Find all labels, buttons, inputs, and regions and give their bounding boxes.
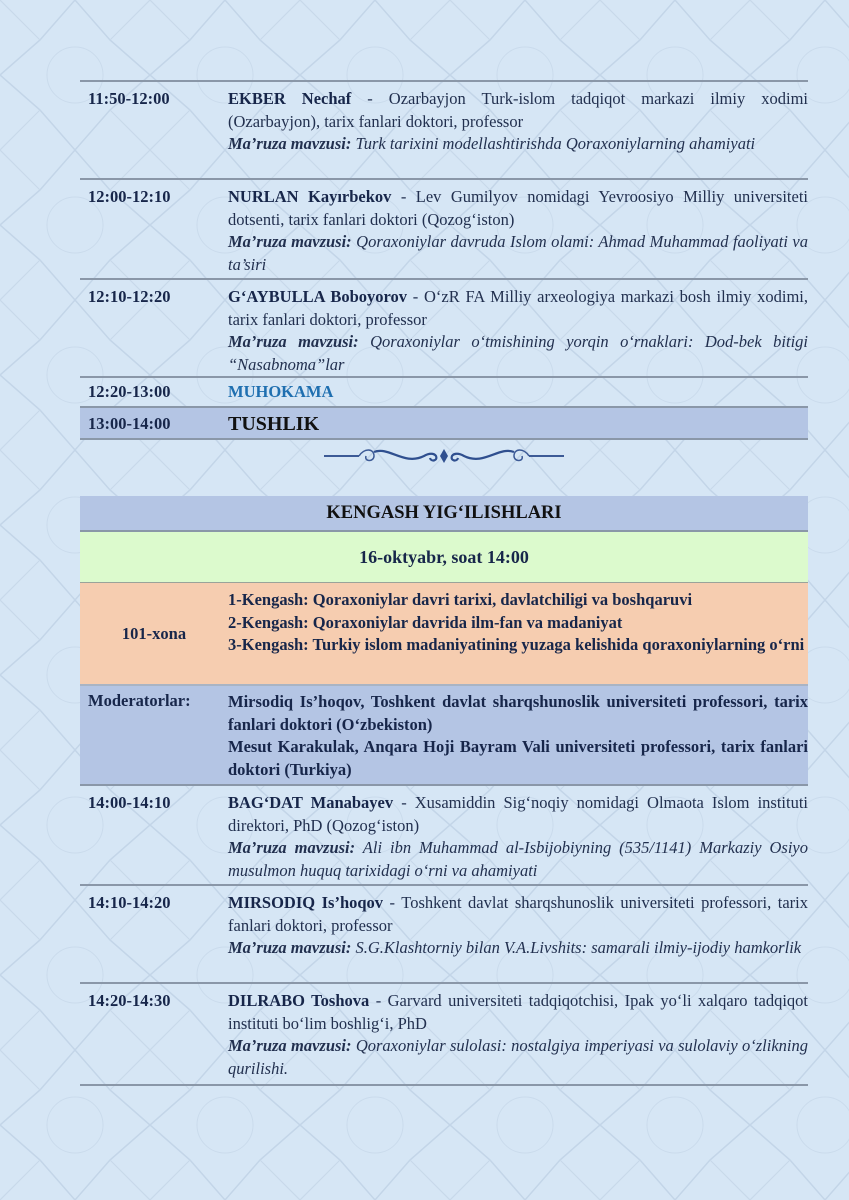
schedule-row [80,80,808,178]
council-item: 3-Kengash: Turkiy islom madaniyatining yuzaga kelishida qoraxoniylarning o‘rni [228,635,805,654]
talk-topic [228,133,808,156]
speaker-affiliation: - O‘zR FA Milliy arxeologiya markazi bosh ilmiy xodimi, tarix fanlari doktori, professor [228,287,808,329]
time-slot: 14:00-14:10 [88,793,171,812]
speaker-info [228,786,808,884]
topic-label: Ma’ruza mavzusi: [228,938,352,957]
time-slot: 14:10-14:20 [88,893,171,912]
talk-topic [228,937,808,960]
moderators-label: Moderatorlar: [88,691,191,710]
time-slot: 11:50-12:00 [88,89,170,108]
schedule-row [80,178,808,278]
time-slot: 13:00-14:00 [88,414,171,433]
moderators-row [80,686,808,784]
schedule-row [80,278,808,376]
moderator-item: Mirsodiq Is’hoqov, Toshkent davlat sharqshunoslik universiteti professori, tarix fanlari doktori (O‘zbekiston) [228,692,808,734]
topic-label: Ma’ruza mavzusi: [228,1036,352,1055]
speaker-info [228,886,808,982]
speaker-info [228,82,808,178]
schedule-row [80,784,808,884]
speaker-affiliation: - Garvard universiteti tadqiqotchisi, Ipak yo‘li xalqaro tadqiqot instituti bo‘lim boshlig‘i, PhD [228,991,808,1033]
council-sessions [80,496,808,1086]
time-slot: 14:20-14:30 [88,991,171,1010]
council-item: 1-Kengash: Qoraxoniylar davri tarixi, davlatchiligi va boshqaruvi [228,590,693,609]
topic-label: Ma’ruza mavzusi: [228,332,359,351]
schedule-row [80,982,808,1086]
talk-topic [228,331,808,376]
speaker-info [228,984,808,1084]
session-date: 16-oktyabr, soat 14:00 [80,532,808,583]
topic-text: Qoraxoniylar sulolasi: nostalgiya imperiyasi va sulolaviy o‘zlikning qurilishi. [228,1036,808,1078]
time-slot: 12:00-12:10 [88,187,171,206]
topic-label: Ma’ruza mavzusi: [228,134,352,153]
topic-text: Qoraxoniylar davruda Islom olami: Ahmad Muhammad faoliyati va ta’siri [228,232,808,274]
speaker-info [228,280,808,376]
speaker-name: DILRABO Toshova [228,991,370,1010]
speaker-name: NURLAN Kayırbekov [228,187,392,206]
time-slot: 12:20-13:00 [88,382,171,401]
room-label: 101-xona [121,623,187,643]
speaker-affiliation: - Lev Gumilyov nomidagi Yevroosiyo Milliy universiteti dotsenti, tarix fanlari doktori (Qozog‘iston) [228,187,808,229]
topic-text: Turk tarixini modellashtirishda Qoraxoniylarning ahamiyati [351,134,756,153]
lunch-label: TUSHLIK [228,413,320,435]
schedule-row [80,884,808,982]
speaker-name: BAG‘DAT Manabayev [228,793,394,812]
time-slot: 12:10-12:20 [88,287,171,306]
discussion-label: MUHOKAMA [228,382,334,401]
topic-text: S.G.Klashtorniy bilan V.A.Livshits: samarali ilmiy-ijodiy hamkorlik [351,938,802,957]
topic-label: Ma’ruza mavzusi: [228,232,352,251]
talk-topic [228,1035,808,1080]
speaker-name: EKBER Nechaf [228,89,352,108]
topic-label: Ma’ruza mavzusi: [228,838,356,857]
speaker-info [228,180,808,278]
talk-topic [228,837,808,882]
moderators-list [228,686,808,784]
section-title: KENGASH YIG‘ILISHLARI [80,496,808,532]
speaker-affiliation: - Toshkent davlat sharqshunoslik universiteti professori, tarix fanlari doktori, professor [228,893,808,935]
speaker-name: MIRSODIQ Is’hoqov [228,893,384,912]
council-item: 2-Kengash: Qoraxoniylar davrida ilm-fan va madaniyat [228,612,623,632]
council-list [228,583,808,684]
discussion-row [80,376,808,406]
speaker-affiliation: - Ozarbayjon Turk-islom tadqiqot markazi ilmiy xodimi (Ozarbayjon), tarix fanlari doktori, professor [228,89,808,131]
session-schedule [80,80,808,496]
topic-text: Qoraxoniylar o‘tmishining yorqin o‘rnaklari: Dod-bek bitigi “Nasabnoma”lar [228,332,808,374]
flourish-divider-icon [80,440,808,496]
moderator-item: Mesut Karakulak, Anqara Hoji Bayram Vali universiteti professori, tarix fanlari doktori (Turkiya) [228,737,808,779]
speaker-affiliation: - Xusamiddin Sig‘noqiy nomidagi Olmaota Islom instituti direktori, PhD (Qozog‘iston) [228,793,808,835]
speaker-name: G‘AYBULLA Boboyorov [228,287,408,306]
talk-topic [228,231,808,276]
lunch-row [80,406,808,440]
room-row [80,583,808,686]
topic-text: Ali ibn Muhammad al-Isbijobiyning (535/1141) Markaziy Osiyo musulmon huquq tarixidagi o‘rni va ahamiyati [228,838,808,880]
